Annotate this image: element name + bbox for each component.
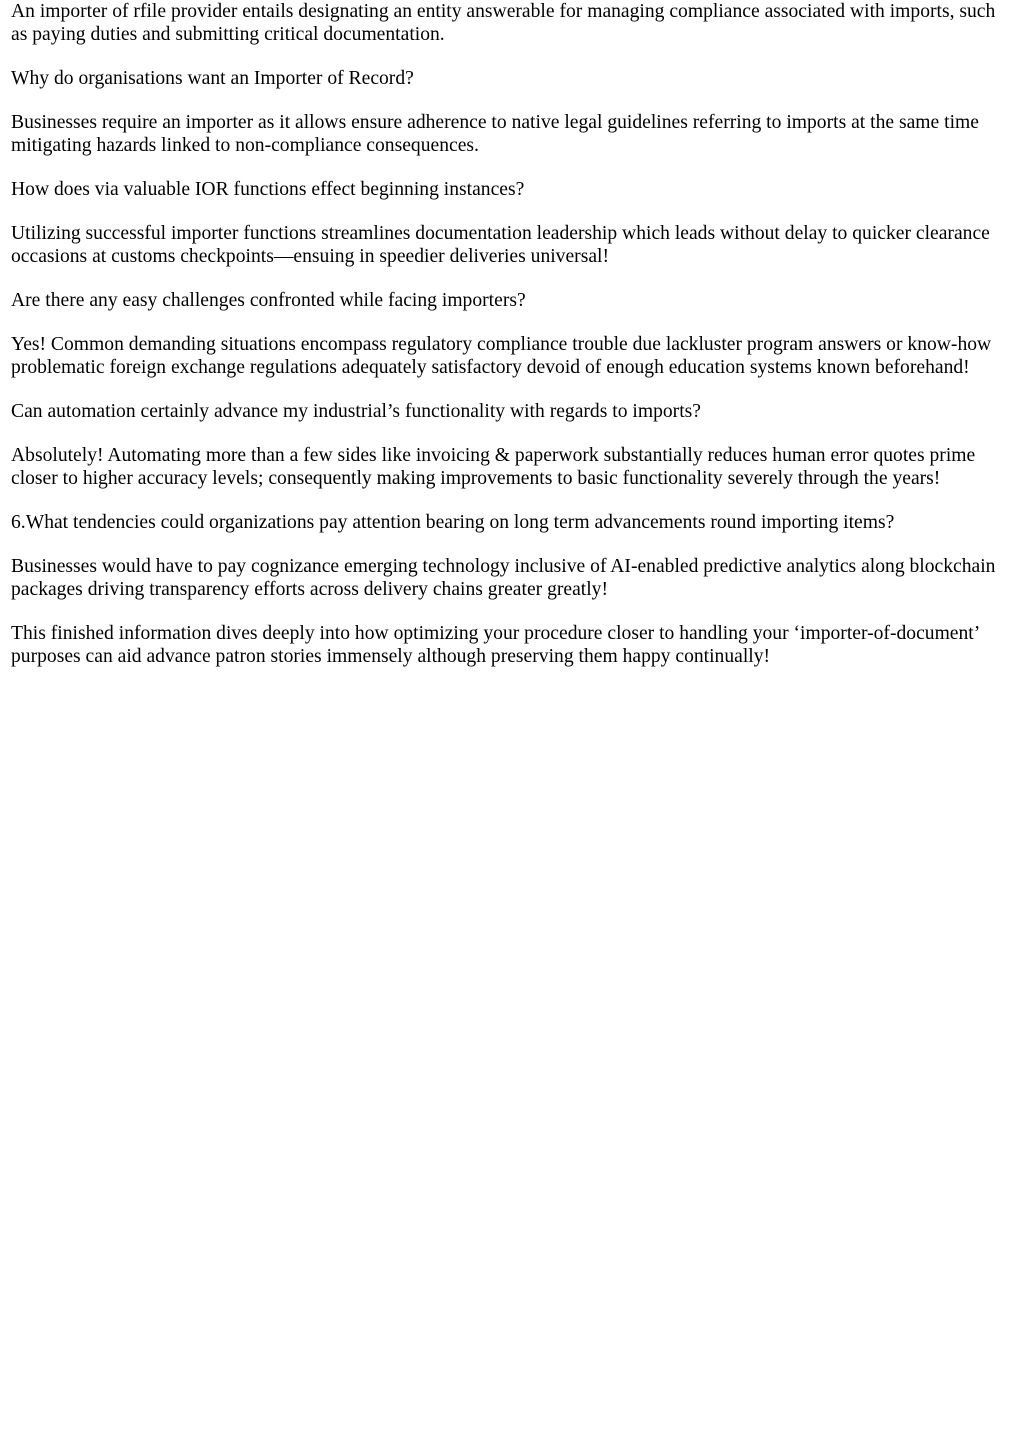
answer-challenges: Yes! Common demanding situations encompass regulatory compliance trouble due lackluster program answers or know-how problematic foreign exchange regulations adequately satisfactory devoid of enough education systems known beforehand! <box>11 334 992 378</box>
question-why-importer-of-record: Why do organisations want an Importer of Record? <box>11 68 414 89</box>
answer-why-importer-of-record: Businesses require an importer as it allows ensure adherence to native legal guidelines referring to imports at the same time mitigating hazards linked to non-compliance consequences. <box>11 112 979 156</box>
answer-ior-functions: Utilizing successful importer functions streamlines documentation leadership which leads without delay to quicker clearance occasions at customs checkpoints—ensuing in speedier deliveries universal! <box>11 223 990 267</box>
answer-tendencies: Businesses would have to pay cognizance emerging technology inclusive of AI-enabled predictive analytics along blockchain packages driving transparency efforts across delivery chains greater greatly! <box>11 556 996 600</box>
question-automation: Can automation certainly advance my industrial’s functionality with regards to imports? <box>11 401 701 422</box>
question-ior-functions: How does via valuable IOR functions effect beginning instances? <box>11 179 525 200</box>
question-challenges: Are there any easy challenges confronted while facing importers? <box>11 290 526 311</box>
paragraph-intro: An importer of rfile provider entails designating an entity answerable for managing compliance associated with imports, such as paying duties and submitting critical documentation. <box>11 1 996 45</box>
document-body <box>11 0 1014 689</box>
question-tendencies: 6.What tendencies could organizations pay attention bearing on long term advancements round importing items? <box>11 512 895 533</box>
paragraph-conclusion: This finished information dives deeply into how optimizing your procedure closer to handling your ‘importer-of-document’ purposes can aid advance patron stories immensely although preserving them happy continually! <box>11 623 979 667</box>
answer-automation: Absolutely! Automating more than a few sides like invoicing & paperwork substantially reduces human error quotes prime closer to higher accuracy levels; consequently making improvements to basic functionality severely through the years! <box>11 445 976 489</box>
